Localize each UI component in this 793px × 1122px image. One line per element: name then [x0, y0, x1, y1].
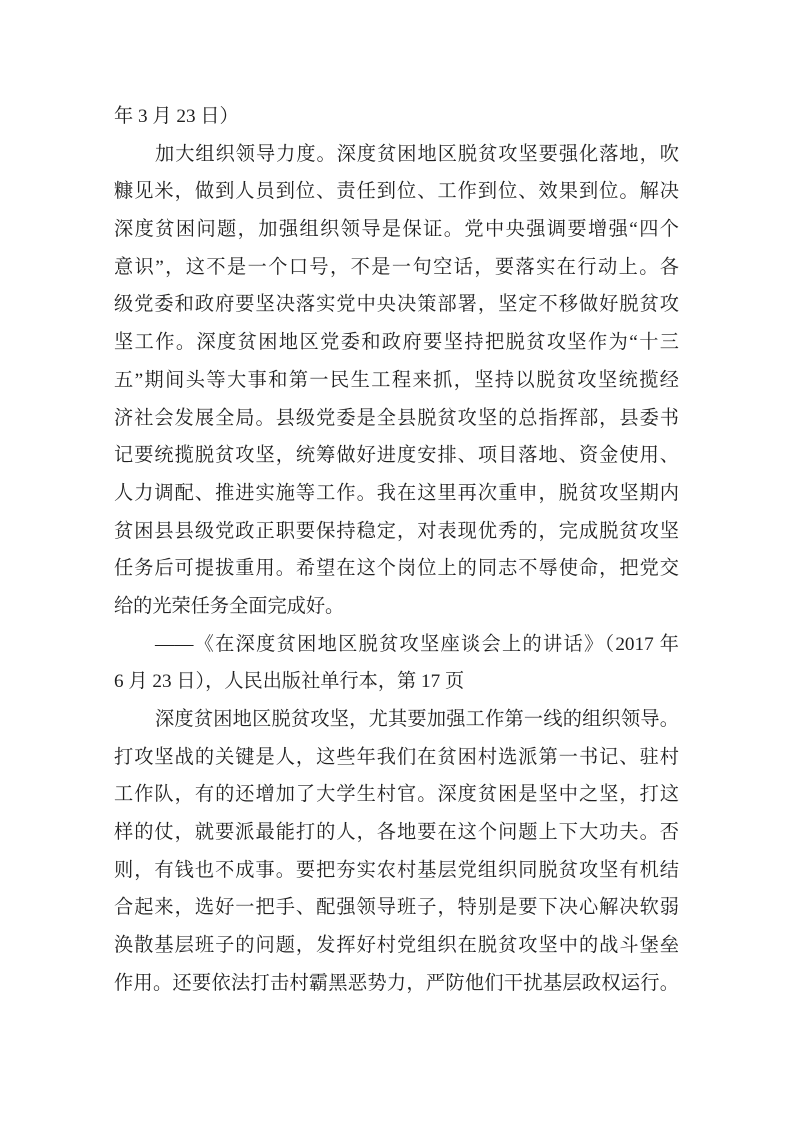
text-line: 给的光荣任务全面完成好。	[114, 595, 345, 617]
text-line: 糠见米，做到人员到位、责任到位、工作到位、效果到位。解决	[114, 181, 679, 203]
text-line: 记要统揽脱贫攻坚，统筹做好进度安排、项目落地、资金使用、	[114, 445, 679, 467]
text-line: 意识”，这不是一个口号，不是一句空话，要落实在行动上。各	[114, 256, 679, 278]
text-line: 6 月 23 日），人民出版社单行本，第 17 页	[114, 671, 465, 693]
text-line: 贫困县县级党政正职要保持稳定，对表现优秀的，完成脱贫攻坚	[114, 520, 679, 542]
text-line: 作用。还要依法打击村霸黑恶势力，严防他们干扰基层政权运行。	[114, 972, 679, 994]
text-line: 打攻坚战的关键是人，这些年我们在贫困村选派第一书记、驻村	[114, 746, 679, 768]
document-text-body	[114, 98, 679, 1003]
text-line: 涣散基层班子的问题，发挥好村党组织在脱贫攻坚中的战斗堡垒	[114, 935, 679, 957]
text-line: 工作队，有的还增加了大学生村官。深度贫困是坚中之坚，打这	[114, 784, 679, 806]
text-line: 任务后可提拔重用。希望在这个岗位上的同志不辱使命，把党交	[114, 558, 679, 580]
text-line: 济社会发展全局。县级党委是全县脱贫攻坚的总指挥部，县委书	[114, 407, 679, 429]
text-line: ——《在深度贫困地区脱贫攻坚座谈会上的讲话》（2017 年	[155, 633, 679, 655]
text-line: 级党委和政府要坚决落实党中央决策部署，坚定不移做好脱贫攻	[114, 294, 679, 316]
text-line: 年 3 月 23 日）	[114, 106, 239, 127]
text-line: 加大组织领导力度。深度贫困地区脱贫攻坚要强化落地，吹	[155, 143, 679, 165]
text-line: 深度贫困地区脱贫攻坚，尤其要加强工作第一线的组织领导。	[155, 709, 679, 730]
text-line: 样的仗，就要派最能打的人，各地要在这个问题上下大功夫。否	[114, 822, 679, 844]
text-line: 五”期间头等大事和第一民生工程来抓，坚持以脱贫攻坚统揽经	[114, 369, 679, 391]
text-line: 深度贫困问题，加强组织领导是保证。党中央强调要增强“四个	[114, 219, 679, 241]
text-line: 人力调配、推进实施等工作。我在这里再次重申，脱贫攻坚期内	[114, 482, 679, 504]
text-line: 坚工作。深度贫困地区党委和政府要坚持把脱贫攻坚作为“十三	[114, 332, 679, 354]
text-line: 合起来，选好一把手、配强领导班子，特别是要下决心解决软弱	[114, 897, 679, 919]
text-line: 则，有钱也不成事。要把夯实农村基层党组织同脱贫攻坚有机结	[114, 859, 679, 881]
